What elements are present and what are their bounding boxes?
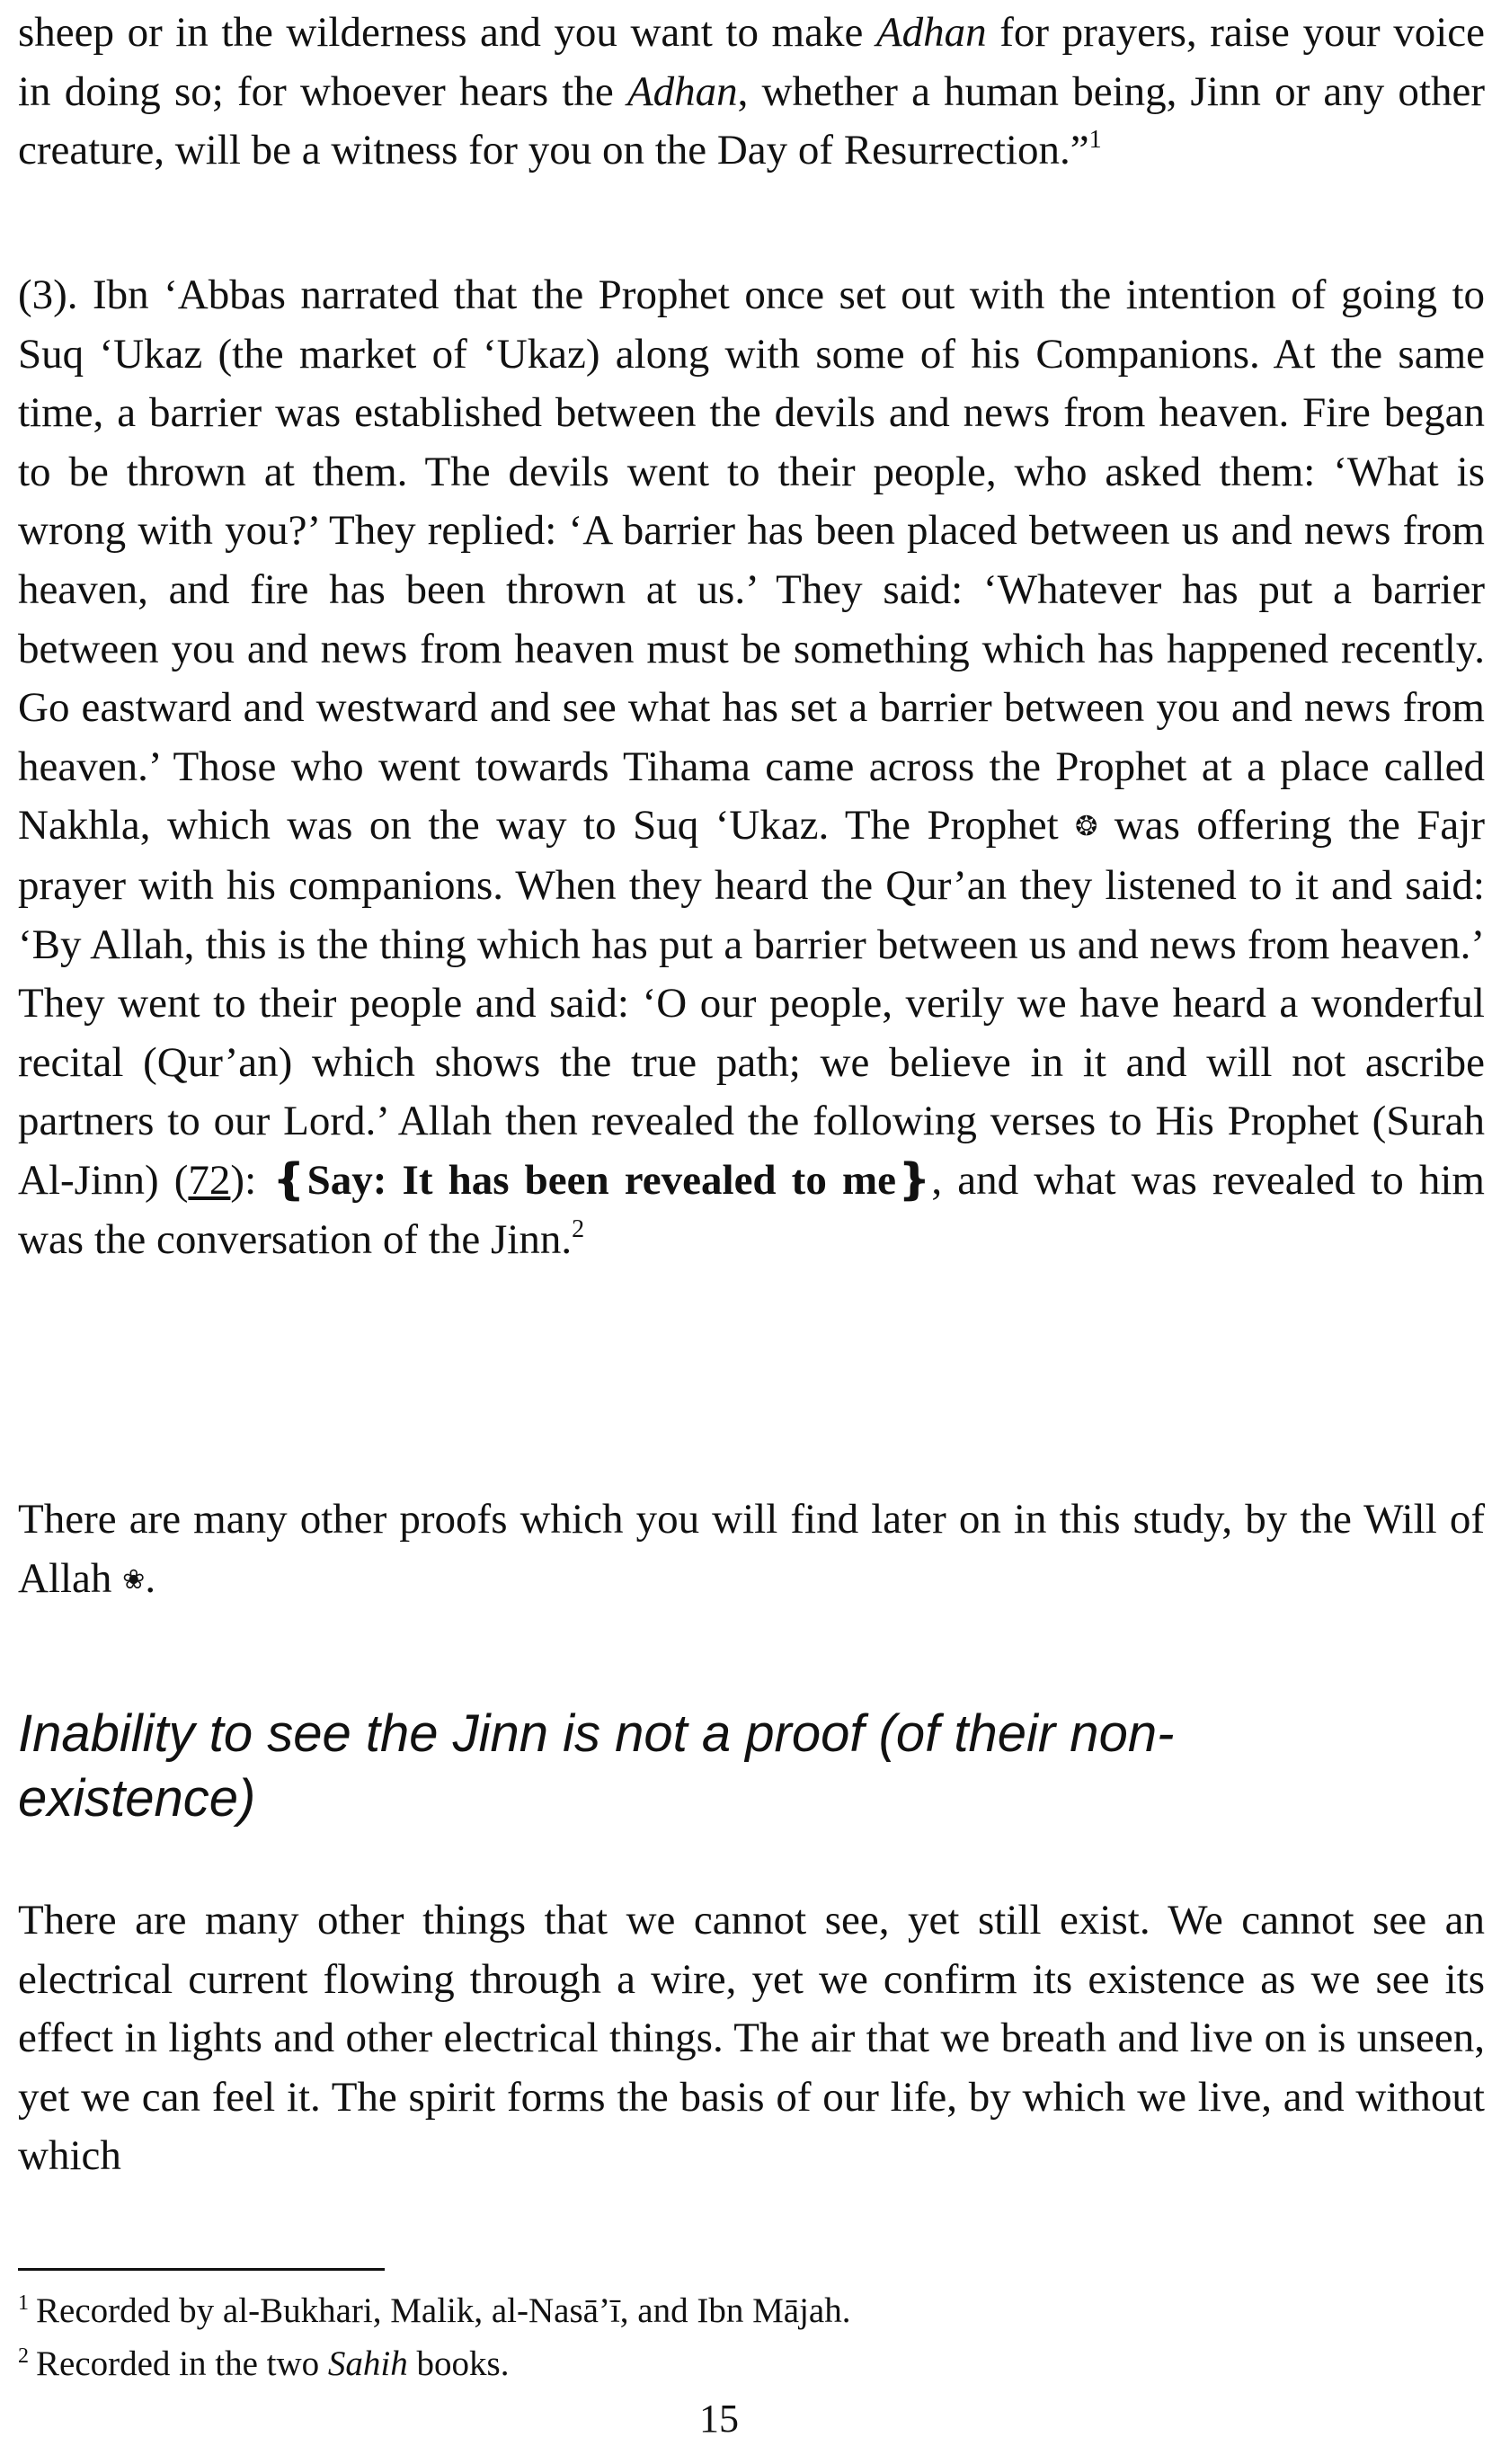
footnote-text: books. [407, 2344, 510, 2383]
section-heading: Inability to see the Jinn is not a proof (of their non-existence) [18, 1704, 1175, 1828]
footnote-divider [18, 2268, 385, 2271]
footnote-1 [18, 2281, 850, 2334]
italic-term: Adhan [626, 67, 738, 115]
footnotes [18, 2281, 850, 2387]
footnote-2 [18, 2334, 850, 2387]
text-run: , whether a human being, Jinn or any other creature, will be a witness for you on the Day of Resurrection.” [18, 67, 1485, 174]
footnote-ref-2: 2 [572, 1214, 585, 1243]
text-run: was offering the Fajr prayer with his companions. When they heard the Qur’an they listened to it and said: ‘By Allah, this is the thing which has put a barrier between us and news from heaven.’ They went to their people and said: ‘O our people, verily we have heard a wonderful recital (Qur’an) which shows the true path; we believe in it and will not ascribe partners to our Lord.’ Allah then revealed the following verses to His Prophet (Surah Al-Jinn) ( [18, 802, 1485, 1204]
footnote-text: Recorded in the two [36, 2344, 328, 2383]
text-run: sheep or in the wilderness and you want to make [18, 9, 876, 56]
text-run: There are many other proofs which you will find later on in this study, by the Will of Allah [18, 1496, 1485, 1602]
surah-number-link[interactable]: 72 [188, 1156, 231, 1204]
footnote-italic-term: Sahih [327, 2344, 408, 2383]
italic-term: Adhan [875, 9, 987, 56]
text-run: for prayers, raise your voice in doing so; for whoever hears the [18, 9, 1485, 115]
footnote-number: 1 [18, 2291, 29, 2315]
paragraph-other-proofs [18, 1490, 1485, 1609]
paragraph-unseen-things: There are many other things that we cannot see, yet still exist. We cannot see an electrical current flowing through a wire, yet we confirm its existence as we see its effect in lights and other electrical things. The air that we breath and live on is unseen, yet we can feel it. The spirit forms the basis of our life, by which we live, and without which [18, 1897, 1485, 2180]
text-run: ): [230, 1156, 272, 1204]
quote-close-bracket: ❵ [895, 1156, 932, 1204]
paragraph-ibn-abbas-narration [18, 266, 1485, 1269]
text-run: , and what was revealed to him was the conversation of the Jinn. [18, 1156, 1485, 1263]
footnote-text: Recorded by al-Bukhari, Malik, al-Nasā’ī, and Ibn Mājah. [36, 2291, 851, 2330]
glorification-glyph-icon: ❀ [122, 1563, 146, 1596]
text-run: . [145, 1554, 156, 1602]
salutation-glyph-icon: ❂ [1075, 811, 1098, 843]
quran-quote: Say: It has been revealed to me [306, 1156, 896, 1204]
footnote-ref-1: 1 [1088, 126, 1102, 155]
paragraph-adhan-hadith [18, 4, 1485, 181]
page-number: 15 [699, 2397, 739, 2441]
footnote-number: 2 [18, 2344, 29, 2368]
text-run: (3). Ibn ‘Abbas narrated that the Prophet once set out with the intention of going to Suq ‘Ukaz (the market of ‘Ukaz) along with some of his Companions. At the same time, a barrier was established between the devils and news from heaven. Fire began to be thrown at them. The devils went to their people, who asked them: ‘What is wrong with you?’ They replied: ‘A barrier has been placed between us and news from heaven, and fire has been thrown at us.’ They said: ‘Whatever has put a barrier between you and news from heaven must be something which has happened recently. Go eastward and westward and see what has set a barrier between you and news from heaven.’ Those who went towards Tihama came across the Prophet at a place called Nakhla, which was on the way to Suq ‘Ukaz. The Prophet [18, 271, 1485, 850]
quote-open-bracket: ❴ [271, 1156, 307, 1204]
